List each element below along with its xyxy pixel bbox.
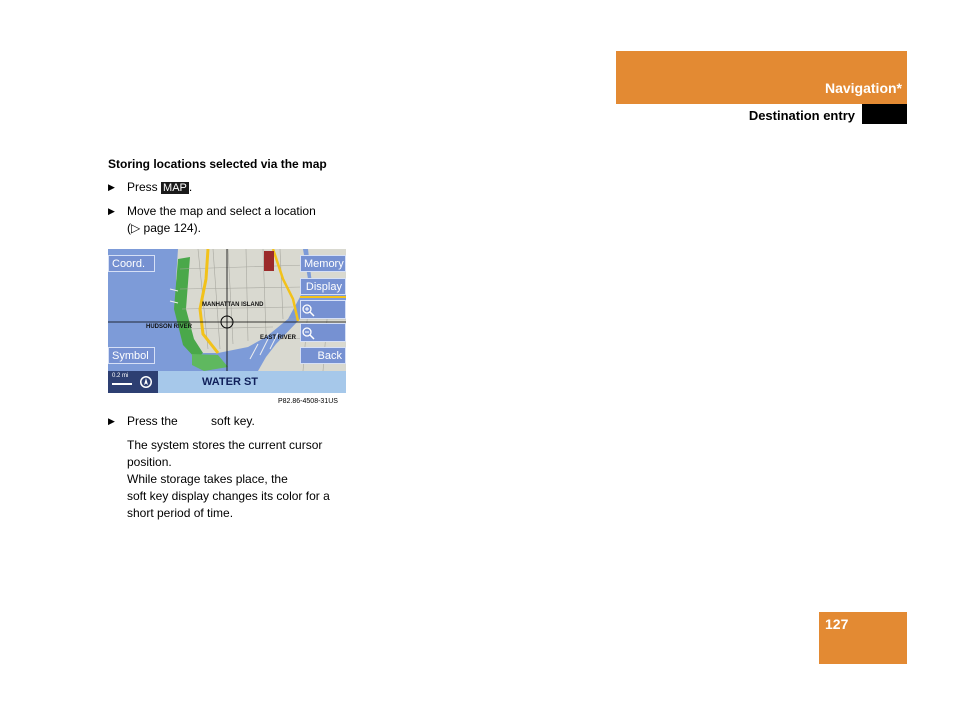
zoom-out-button[interactable]: [300, 323, 346, 342]
zoom-in-button[interactable]: [300, 300, 346, 319]
symbol-softkey[interactable]: Symbol: [108, 347, 155, 364]
scale-label: 0.2 mi: [112, 373, 129, 379]
compass-icon: [139, 375, 153, 389]
step-2-line-1: Move the map and select a location: [127, 204, 316, 218]
paragraph-stores: [127, 437, 352, 522]
step-1-end: .: [188, 180, 193, 194]
step-1-text: Press: [127, 180, 158, 194]
step-2: [108, 203, 348, 237]
paragraph-line: position.: [127, 455, 172, 469]
step-3: [108, 413, 348, 430]
display-softkey[interactable]: Display: [300, 278, 346, 295]
map-key: MAP: [163, 182, 187, 194]
paragraph-line: short period of time.: [127, 506, 234, 520]
subsection-title: Destination entry: [748, 108, 855, 123]
bullet-arrow-icon: ▶: [108, 182, 115, 192]
step-3-text: Press the soft key.: [127, 414, 255, 428]
coord-softkey[interactable]: Coord.: [108, 255, 155, 272]
section-title: Navigation*: [824, 80, 902, 96]
step-1: [108, 179, 348, 197]
map-label-east-river: EAST RIVER: [260, 335, 297, 341]
section-tab: [616, 51, 907, 104]
bullet-arrow-icon: ▶: [108, 416, 115, 426]
back-softkey[interactable]: Back: [300, 347, 346, 364]
street-name: WATER ST: [202, 376, 259, 388]
map-status-bar: [108, 371, 346, 393]
paragraph-line: The system stores the current cursor: [127, 438, 323, 452]
scale-bar: [112, 383, 132, 385]
paragraph-line: soft key display changes its color for a: [127, 489, 330, 503]
bullet-arrow-icon: ▶: [108, 206, 115, 216]
memory-softkey[interactable]: Memory: [300, 255, 346, 272]
step-2-line-2: (▷ page 124).: [127, 221, 201, 235]
page-number-tab: [819, 612, 907, 664]
subsection-marker: [862, 104, 907, 124]
paragraph-line: While storage takes place, the: [127, 472, 288, 486]
map-label-manhattan: MANHATTAN ISLAND: [202, 302, 264, 308]
figure-caption: P82.86-4508-31US: [278, 398, 338, 405]
map-label-hudson: HUDSON RIVER: [146, 324, 193, 330]
zoom-in-icon: [301, 303, 315, 317]
section-heading: Storing locations selected via the map: [108, 157, 327, 171]
navigation-map-screenshot: [108, 249, 346, 393]
scale-indicator: [108, 371, 158, 393]
zoom-out-icon: [301, 326, 315, 340]
page-number: 127: [825, 616, 849, 632]
